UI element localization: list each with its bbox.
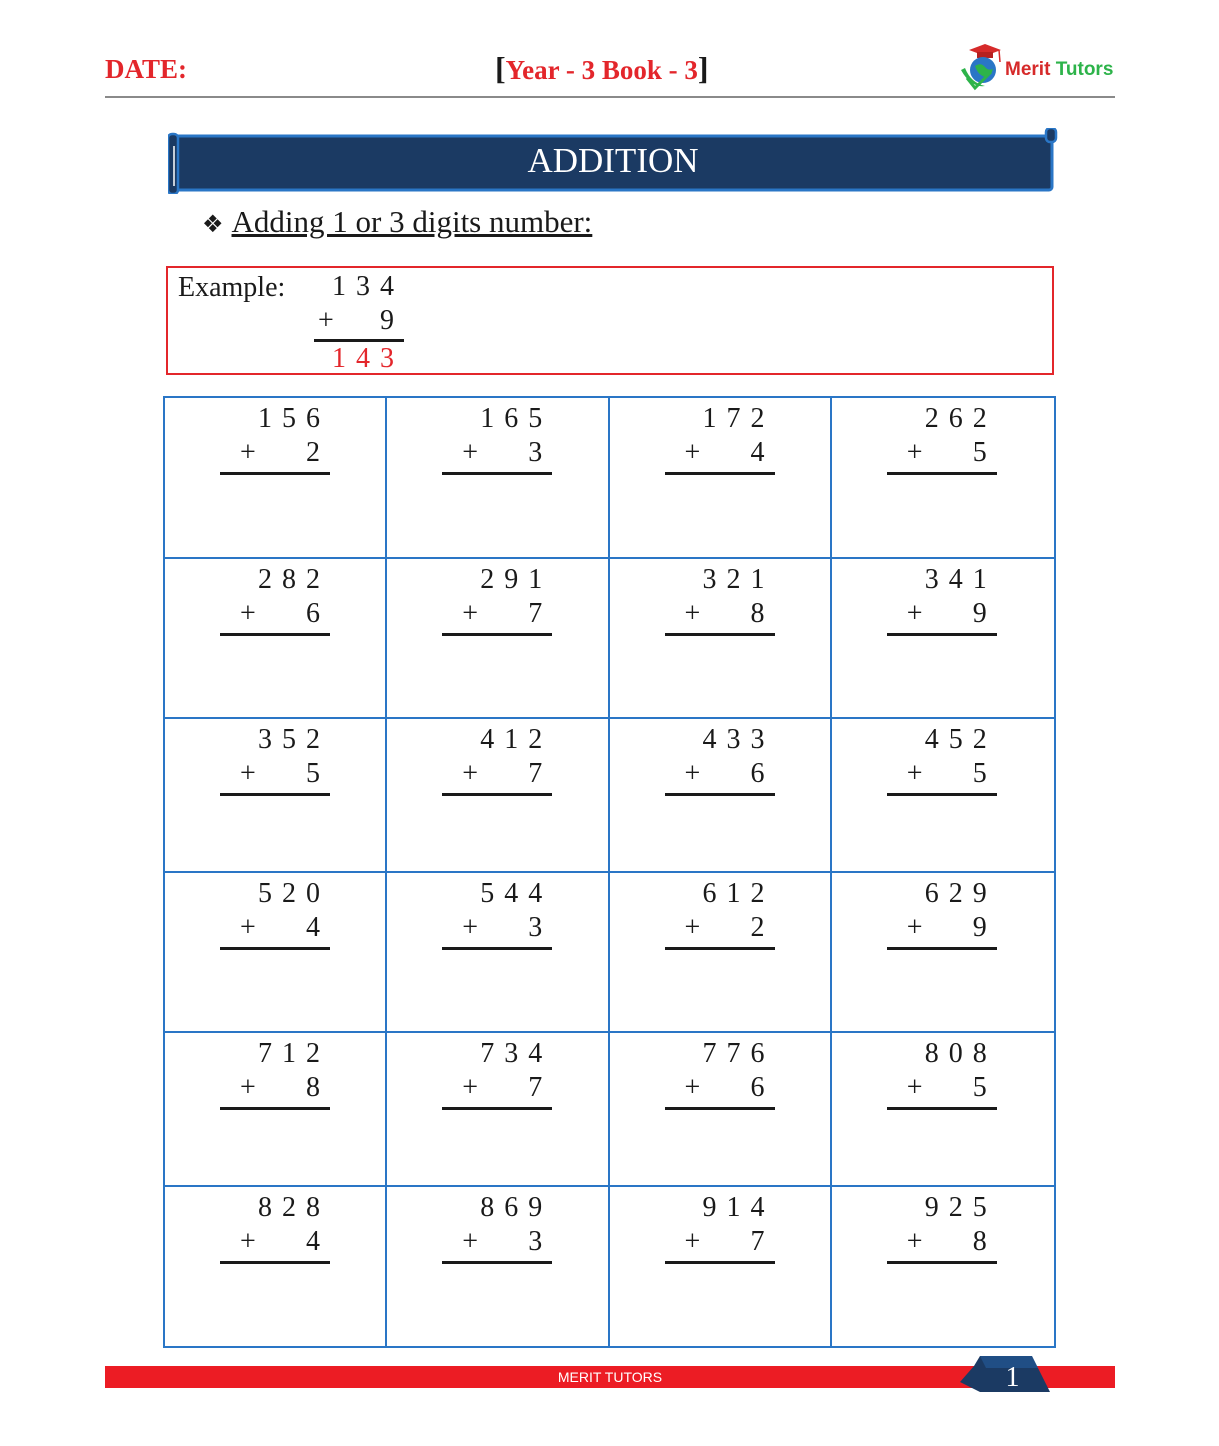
- plus-sign: +: [462, 912, 479, 943]
- top-number: 914: [702, 1192, 775, 1223]
- bracket-open: [: [495, 50, 506, 86]
- addend-row: [220, 757, 330, 791]
- top-number: 412: [480, 724, 553, 755]
- addend-row: [887, 1225, 997, 1259]
- example-box: [166, 266, 1054, 375]
- addend-row: [665, 911, 775, 945]
- answer-line: [665, 1107, 775, 1110]
- page-header: [105, 40, 1115, 98]
- addend-row: [442, 1071, 552, 1105]
- answer-line: [442, 1261, 552, 1264]
- top-number: 520: [258, 878, 330, 909]
- plus-sign: +: [240, 758, 256, 789]
- addition-problem: [665, 1037, 775, 1110]
- plus-sign: +: [462, 758, 479, 789]
- addend-row: [220, 911, 330, 945]
- problem-cell: [832, 1033, 1054, 1187]
- diamond-bullet-icon: ❖: [202, 210, 224, 238]
- top-number: 925: [924, 1192, 997, 1223]
- addend-number: 4: [306, 912, 320, 943]
- book-title: [495, 50, 709, 87]
- answer-line: [665, 793, 775, 796]
- plus-sign: +: [906, 598, 923, 629]
- plus-sign: +: [240, 598, 256, 629]
- addition-problem: [665, 563, 775, 636]
- answer-line: [442, 633, 552, 636]
- addition-problem: [442, 1191, 552, 1264]
- addend-number: 2: [306, 437, 320, 468]
- answer-line: [220, 793, 330, 796]
- problem-cell: [387, 559, 609, 719]
- logo-word-merit: Merit: [1005, 59, 1051, 80]
- addend-number: 5: [972, 437, 987, 468]
- addition-problem: [665, 1191, 775, 1264]
- addend-row: [665, 597, 775, 631]
- answer-line: [665, 1261, 775, 1264]
- problem-cell: [387, 398, 609, 559]
- footer-text: MERIT TUTORS: [557, 1369, 663, 1385]
- problem-cell: [610, 719, 832, 873]
- plus-sign: +: [462, 1226, 479, 1257]
- addend-number: 7: [528, 758, 543, 789]
- top-number: 433: [702, 724, 775, 755]
- answer-line: [887, 793, 997, 796]
- plus-sign: +: [906, 1072, 923, 1103]
- top-number: 321: [702, 564, 775, 595]
- top-number: 156: [258, 403, 330, 434]
- problem-cell: [165, 873, 387, 1033]
- problem-cell: [387, 1033, 609, 1187]
- page-number: 1: [1005, 1362, 1020, 1393]
- addend-number: 4: [750, 437, 765, 468]
- addition-problem: [442, 877, 552, 950]
- addend-row: [887, 757, 997, 791]
- example-top-number: 134: [332, 271, 404, 302]
- plus-sign: +: [684, 758, 701, 789]
- addend-row: [665, 1225, 775, 1259]
- top-number: 544: [480, 878, 553, 909]
- merit-tutors-logo: [955, 40, 1115, 94]
- top-number: 282: [258, 564, 330, 595]
- top-number: 341: [924, 564, 997, 595]
- plus-sign: +: [462, 598, 479, 629]
- bracket-close: ]: [697, 50, 709, 86]
- answer-line: [442, 1107, 552, 1110]
- answer-line: [220, 1107, 330, 1110]
- addition-problem: [220, 723, 330, 796]
- top-number: 291: [480, 564, 553, 595]
- addend-number: 5: [972, 758, 987, 789]
- addend-row: [220, 597, 330, 631]
- addend-number: 6: [750, 1072, 765, 1103]
- problem-cell: [165, 1033, 387, 1187]
- addend-row: [887, 436, 997, 470]
- answer-line: [887, 1107, 997, 1110]
- globe-cap-icon: [955, 40, 1007, 94]
- addend-row: [665, 436, 775, 470]
- addend-number: 3: [528, 912, 543, 943]
- addend-number: 9: [972, 598, 987, 629]
- addition-problem: [887, 402, 997, 475]
- plus-sign: +: [240, 437, 256, 468]
- addition-problem: [665, 402, 775, 475]
- answer-line: [442, 793, 552, 796]
- addend-number: 7: [750, 1226, 765, 1257]
- addend-row: [220, 436, 330, 470]
- addend-row: [442, 911, 552, 945]
- top-number: 629: [924, 878, 997, 909]
- problem-cell: [165, 559, 387, 719]
- addition-problem: [887, 877, 997, 950]
- problem-cell: [165, 1187, 387, 1346]
- plus-sign: +: [906, 1226, 923, 1257]
- addition-problem: [665, 877, 775, 950]
- top-number: 712: [258, 1038, 330, 1069]
- addend-number: 3: [528, 437, 543, 468]
- answer-line: [442, 947, 552, 950]
- addition-problem: [442, 1037, 552, 1110]
- addend-number: 2: [750, 912, 765, 943]
- problem-cell: [832, 559, 1054, 719]
- top-number: 808: [924, 1038, 997, 1069]
- answer-line: [665, 472, 775, 475]
- problem-cell: [832, 873, 1054, 1033]
- problem-grid: [163, 396, 1056, 1348]
- plus-sign: +: [684, 912, 701, 943]
- problem-cell: [610, 1187, 832, 1346]
- addend-number: 8: [972, 1226, 987, 1257]
- addend-row: [887, 1071, 997, 1105]
- section-heading-text: Adding 1 or 3 digits number:: [231, 204, 593, 239]
- logo-text: [1005, 59, 1113, 81]
- addend-number: 9: [972, 912, 987, 943]
- addend-row: [220, 1225, 330, 1259]
- addend-row: [665, 757, 775, 791]
- addend-number: 5: [972, 1072, 987, 1103]
- example-answer: 143: [332, 342, 404, 374]
- top-number: 869: [480, 1192, 553, 1223]
- addend-number: 4: [306, 1226, 320, 1257]
- top-number: 352: [258, 724, 330, 755]
- answer-line: [665, 633, 775, 636]
- problem-cell: [832, 1187, 1054, 1346]
- plus-sign: +: [462, 1072, 479, 1103]
- addition-problem: [220, 563, 330, 636]
- problem-cell: [832, 719, 1054, 873]
- addend-row: [442, 436, 552, 470]
- top-number: 734: [480, 1038, 553, 1069]
- problem-cell: [165, 398, 387, 559]
- plus-sign: +: [684, 1072, 701, 1103]
- addition-problem: [220, 877, 330, 950]
- answer-line: [887, 472, 997, 475]
- logo-word-tutors: Tutors: [1055, 59, 1114, 80]
- title-banner: [168, 128, 1058, 194]
- book-title-text: Year - 3 Book - 3: [505, 55, 698, 85]
- plus-sign: +: [906, 758, 923, 789]
- addend-row: [887, 597, 997, 631]
- problem-cell: [610, 1033, 832, 1187]
- answer-line: [887, 947, 997, 950]
- example-problem: [308, 270, 404, 376]
- addend-row: [887, 911, 997, 945]
- section-heading: [202, 204, 592, 240]
- addend-number: 7: [528, 1072, 543, 1103]
- answer-line: [220, 472, 330, 475]
- problem-cell: [165, 719, 387, 873]
- answer-line: [665, 947, 775, 950]
- addend-number: 6: [306, 598, 320, 629]
- addition-problem: [220, 1191, 330, 1264]
- problem-cell: [387, 719, 609, 873]
- example-label: Example:: [178, 272, 286, 303]
- addition-problem: [442, 402, 552, 475]
- plus-sign: +: [684, 1226, 701, 1257]
- addend-row: [220, 1071, 330, 1105]
- addition-problem: [887, 723, 997, 796]
- plus-sign: +: [684, 437, 701, 468]
- top-number: 612: [702, 878, 775, 909]
- problem-cell: [387, 1187, 609, 1346]
- answer-line: [887, 1261, 997, 1264]
- addend-number: 7: [528, 598, 543, 629]
- addition-problem: [887, 1191, 997, 1264]
- addend-number: 8: [306, 1072, 320, 1103]
- header-divider: [105, 96, 1115, 98]
- problem-cell: [832, 398, 1054, 559]
- page-title: ADDITION: [527, 141, 699, 180]
- top-number: 776: [702, 1038, 775, 1069]
- problem-cell: [610, 559, 832, 719]
- top-number: 165: [480, 403, 553, 434]
- problem-cell: [387, 873, 609, 1033]
- plus-sign: +: [906, 912, 923, 943]
- addend-number: 6: [750, 758, 765, 789]
- addition-problem: [220, 402, 330, 475]
- addend-number: 5: [306, 758, 320, 789]
- example-addend-row: [308, 304, 404, 338]
- addition-problem: [887, 563, 997, 636]
- plus-sign: +: [318, 305, 334, 336]
- top-number: 828: [258, 1192, 330, 1223]
- problem-cell: [610, 398, 832, 559]
- addend-row: [442, 757, 552, 791]
- addend-row: [442, 597, 552, 631]
- addition-problem: [665, 723, 775, 796]
- top-number: 172: [702, 403, 775, 434]
- plus-sign: +: [240, 1072, 256, 1103]
- top-number: 262: [924, 403, 997, 434]
- plus-sign: +: [240, 1226, 256, 1257]
- problem-cell: [610, 873, 832, 1033]
- answer-line: [220, 947, 330, 950]
- addition-problem: [442, 563, 552, 636]
- plus-sign: +: [462, 437, 479, 468]
- addend-row: [665, 1071, 775, 1105]
- example-addend: 9: [380, 305, 404, 336]
- answer-line: [887, 633, 997, 636]
- addition-problem: [220, 1037, 330, 1110]
- addition-problem: [887, 1037, 997, 1110]
- answer-line: [220, 1261, 330, 1264]
- top-number: 452: [924, 724, 997, 755]
- plus-sign: +: [240, 912, 256, 943]
- plus-sign: +: [906, 437, 923, 468]
- addend-number: 8: [750, 598, 765, 629]
- plus-sign: +: [684, 598, 701, 629]
- addition-problem: [442, 723, 552, 796]
- answer-line: [220, 633, 330, 636]
- answer-line: [442, 472, 552, 475]
- addend-number: 3: [528, 1226, 543, 1257]
- addend-row: [442, 1225, 552, 1259]
- date-label: DATE:: [105, 54, 188, 84]
